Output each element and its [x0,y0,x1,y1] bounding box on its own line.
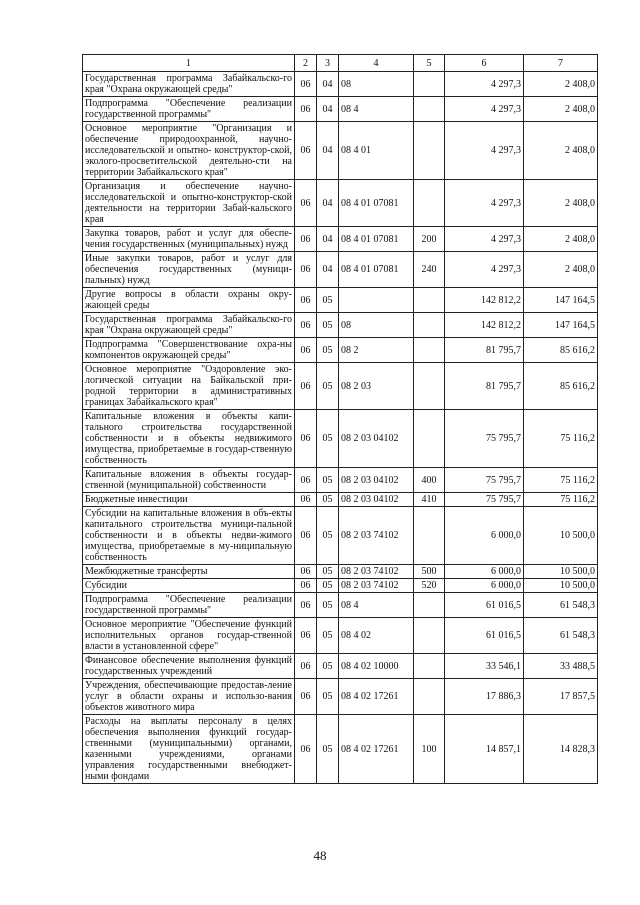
row-target-item-cell: 08 [339,72,414,97]
row-amount-year1-cell: 81 795,7 [445,338,524,363]
row-expense-type-cell [414,410,445,468]
table-row [83,593,598,618]
page-number: 48 [313,848,327,863]
row-name-cell: Учреждения, обеспечивающие предостав-ление услуг в области охраны и использо-вания объектов животного мира [83,679,295,715]
row-section-cell: 06 [295,180,317,227]
row-amount-year1-cell: 4 297,3 [445,122,524,180]
table-row [83,410,598,468]
row-section-cell: 06 [295,618,317,654]
table-row [83,654,598,679]
row-target-item-cell: 08 4 02 17261 [339,679,414,715]
row-expense-type-cell [414,679,445,715]
row-expense-type-cell: 400 [414,468,445,493]
row-target-item-cell: 08 2 [339,338,414,363]
row-section-cell: 06 [295,288,317,313]
row-amount-year2-cell: 2 408,0 [524,97,598,122]
row-amount-year1-cell: 6 000,0 [445,507,524,565]
row-name-cell: Организация и обеспечение научно-исследовательской и опытно-конструктор-ской деятельности на территории Забай-кальского края [83,180,295,227]
row-amount-year1-cell: 61 016,5 [445,618,524,654]
row-section-cell: 06 [295,97,317,122]
row-amount-year2-cell: 2 408,0 [524,227,598,252]
row-amount-year1-cell: 4 297,3 [445,180,524,227]
row-amount-year1-cell: 17 886,3 [445,679,524,715]
row-target-item-cell: 08 2 03 74102 [339,565,414,579]
row-amount-year1-cell: 4 297,3 [445,252,524,288]
row-name-cell: Межбюджетные трансферты [83,565,295,579]
row-section-cell: 06 [295,493,317,507]
row-amount-year1-cell: 142 812,2 [445,313,524,338]
table-row [83,579,598,593]
row-subsection-cell: 05 [317,338,339,363]
row-section-cell: 06 [295,565,317,579]
row-amount-year2-cell: 10 500,0 [524,507,598,565]
row-section-cell: 06 [295,715,317,784]
row-expense-type-cell [414,507,445,565]
row-subsection-cell: 05 [317,493,339,507]
row-name-cell: Бюджетные инвестиции [83,493,295,507]
header-col-4: 4 [339,55,414,72]
row-section-cell: 06 [295,363,317,410]
row-amount-year1-cell: 75 795,7 [445,468,524,493]
row-target-item-cell: 08 4 02 17261 [339,715,414,784]
row-name-cell: Субсидии на капитальные вложения в объ-екты капитального строительства муници-пальной собственности и в объекты недви-жимого имущества, приобретаемые в му-ниципальную собственность [83,507,295,565]
row-amount-year2-cell: 61 548,3 [524,593,598,618]
row-amount-year1-cell: 4 297,3 [445,227,524,252]
table-row [83,288,598,313]
row-target-item-cell: 08 4 02 10000 [339,654,414,679]
row-target-item-cell: 08 2 03 74102 [339,507,414,565]
row-section-cell: 06 [295,252,317,288]
row-amount-year1-cell: 6 000,0 [445,565,524,579]
table-row [83,468,598,493]
row-amount-year2-cell: 10 500,0 [524,579,598,593]
row-amount-year2-cell: 147 164,5 [524,313,598,338]
row-subsection-cell: 05 [317,313,339,338]
row-target-item-cell: 08 4 01 07081 [339,252,414,288]
row-section-cell: 06 [295,227,317,252]
row-name-cell: Основное мероприятие "Обеспечение функций исполнительных органов государ-ственной власти в установленной сфере" [83,618,295,654]
row-name-cell: Иные закупки товаров, работ и услуг для обеспечения государственных (муници-пальных) нужд [83,252,295,288]
row-expense-type-cell [414,288,445,313]
row-subsection-cell: 05 [317,715,339,784]
row-name-cell: Основное мероприятие "Оздоровление эко-логической ситуации на Байкальской при-родной территории в административных границах Забайкальского края" [83,363,295,410]
table-row [83,338,598,363]
header-col-3: 3 [317,55,339,72]
row-expense-type-cell [414,363,445,410]
header-col-5: 5 [414,55,445,72]
table-row [83,72,598,97]
row-expense-type-cell: 240 [414,252,445,288]
row-subsection-cell: 05 [317,679,339,715]
header-col-2: 2 [295,55,317,72]
row-amount-year1-cell: 61 016,5 [445,593,524,618]
row-amount-year2-cell: 61 548,3 [524,618,598,654]
table-body [83,72,598,784]
row-target-item-cell: 08 4 01 [339,122,414,180]
row-name-cell: Капитальные вложения в объекты государ-ственной (муниципальной) собственности [83,468,295,493]
row-section-cell: 06 [295,507,317,565]
row-amount-year2-cell: 75 116,2 [524,468,598,493]
row-subsection-cell: 04 [317,72,339,97]
table-row [83,97,598,122]
row-section-cell: 06 [295,338,317,363]
header-col-1: 1 [83,55,295,72]
row-section-cell: 06 [295,313,317,338]
row-amount-year2-cell: 33 488,5 [524,654,598,679]
row-target-item-cell: 08 [339,313,414,338]
row-amount-year1-cell: 14 857,1 [445,715,524,784]
row-subsection-cell: 05 [317,579,339,593]
row-target-item-cell: 08 4 [339,97,414,122]
row-expense-type-cell: 100 [414,715,445,784]
row-name-cell: Основное мероприятие "Организация и обеспечение природоохранной, научно-исследовательской и опытно- конструктор-ской, эколого-просветительской деятельно-сти на территории Забайкальского края" [83,122,295,180]
row-section-cell: 06 [295,72,317,97]
row-amount-year2-cell: 2 408,0 [524,180,598,227]
table-row [83,715,598,784]
budget-table [82,54,598,784]
row-expense-type-cell: 500 [414,565,445,579]
row-section-cell: 06 [295,579,317,593]
row-subsection-cell: 05 [317,654,339,679]
row-section-cell: 06 [295,593,317,618]
table-row [83,363,598,410]
table-header-row [83,55,598,72]
row-name-cell: Субсидии [83,579,295,593]
row-section-cell: 06 [295,122,317,180]
table-row [83,493,598,507]
row-amount-year1-cell: 4 297,3 [445,97,524,122]
row-target-item-cell: 08 4 01 07081 [339,227,414,252]
row-expense-type-cell [414,593,445,618]
row-expense-type-cell [414,97,445,122]
row-expense-type-cell [414,618,445,654]
row-target-item-cell: 08 4 02 [339,618,414,654]
row-amount-year1-cell: 75 795,7 [445,410,524,468]
row-target-item-cell: 08 2 03 04102 [339,410,414,468]
row-amount-year1-cell: 75 795,7 [445,493,524,507]
row-target-item-cell: 08 2 03 [339,363,414,410]
row-amount-year2-cell: 75 116,2 [524,410,598,468]
row-section-cell: 06 [295,468,317,493]
row-subsection-cell: 04 [317,252,339,288]
row-expense-type-cell [414,313,445,338]
row-amount-year1-cell: 33 546,1 [445,654,524,679]
table-row [83,507,598,565]
row-subsection-cell: 05 [317,593,339,618]
row-name-cell: Капитальные вложения в объекты капи-тального строительства государственной собственности и в объекты недвижимого имущества, приобретаемые в государ-ственную собственность [83,410,295,468]
row-name-cell: Финансовое обеспечение выполнения функций государственных учреждений [83,654,295,679]
row-subsection-cell: 05 [317,363,339,410]
row-subsection-cell: 05 [317,410,339,468]
table-row [83,618,598,654]
row-name-cell: Государственная программа Забайкальско-го края "Охрана окружающей среды" [83,72,295,97]
row-subsection-cell: 05 [317,468,339,493]
row-subsection-cell: 05 [317,288,339,313]
row-amount-year2-cell: 2 408,0 [524,122,598,180]
row-section-cell: 06 [295,654,317,679]
row-expense-type-cell: 410 [414,493,445,507]
row-expense-type-cell [414,122,445,180]
row-name-cell: Государственная программа Забайкальско-го края "Охрана окружающей среды" [83,313,295,338]
row-expense-type-cell [414,180,445,227]
table-row [83,227,598,252]
row-expense-type-cell [414,338,445,363]
row-name-cell: Подпрограмма "Совершенствование охра-ны компонентов окружающей среды" [83,338,295,363]
row-amount-year2-cell: 2 408,0 [524,72,598,97]
table-row [83,252,598,288]
header-col-7: 7 [524,55,598,72]
row-target-item-cell: 08 4 [339,593,414,618]
row-name-cell: Закупка товаров, работ и услуг для обеспе-чения государственных (муниципальных) нужд [83,227,295,252]
row-subsection-cell: 05 [317,507,339,565]
header-col-6: 6 [445,55,524,72]
row-name-cell: Расходы на выплаты персоналу в целях обеспечения выполнения функций государ-ственными (муниципальными) органами, казенными учреждениями, органами управления государственными внебюджет-ными фондами [83,715,295,784]
row-amount-year1-cell: 4 297,3 [445,72,524,97]
row-amount-year2-cell: 75 116,2 [524,493,598,507]
row-expense-type-cell: 520 [414,579,445,593]
row-target-item-cell: 08 2 03 04102 [339,468,414,493]
table-row [83,180,598,227]
row-amount-year2-cell: 147 164,5 [524,288,598,313]
row-amount-year2-cell: 2 408,0 [524,252,598,288]
row-amount-year2-cell: 10 500,0 [524,565,598,579]
row-amount-year2-cell: 14 828,3 [524,715,598,784]
row-subsection-cell: 04 [317,227,339,252]
row-target-item-cell: 08 4 01 07081 [339,180,414,227]
row-amount-year2-cell: 85 616,2 [524,363,598,410]
row-section-cell: 06 [295,679,317,715]
table-row [83,565,598,579]
table-row [83,122,598,180]
row-expense-type-cell: 200 [414,227,445,252]
row-target-item-cell [339,288,414,313]
row-amount-year2-cell: 17 857,5 [524,679,598,715]
row-target-item-cell: 08 2 03 74102 [339,579,414,593]
row-target-item-cell: 08 2 03 04102 [339,493,414,507]
row-subsection-cell: 04 [317,97,339,122]
table-row [83,679,598,715]
row-name-cell: Подпрограмма "Обеспечение реализации государственной программы" [83,97,295,122]
row-amount-year1-cell: 142 812,2 [445,288,524,313]
row-amount-year2-cell: 85 616,2 [524,338,598,363]
row-subsection-cell: 05 [317,565,339,579]
row-name-cell: Другие вопросы в области охраны окру-жающей среды [83,288,295,313]
row-section-cell: 06 [295,410,317,468]
table-row [83,313,598,338]
row-expense-type-cell [414,654,445,679]
row-subsection-cell: 04 [317,180,339,227]
row-subsection-cell: 04 [317,122,339,180]
row-amount-year1-cell: 6 000,0 [445,579,524,593]
row-amount-year1-cell: 81 795,7 [445,363,524,410]
row-subsection-cell: 05 [317,618,339,654]
row-expense-type-cell [414,72,445,97]
row-name-cell: Подпрограмма "Обеспечение реализации государственной программы" [83,593,295,618]
